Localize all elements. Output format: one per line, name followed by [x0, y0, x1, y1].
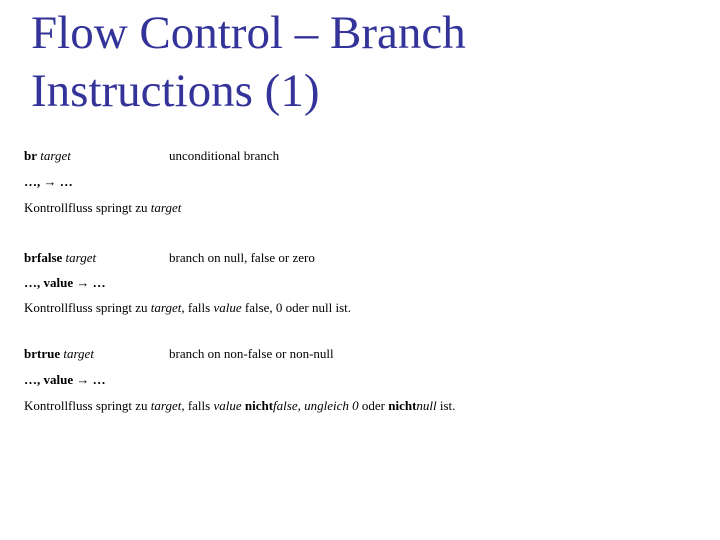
stack-before: …, — [24, 174, 44, 189]
instruction-signature — [24, 346, 94, 362]
mnemonic: brfalse — [24, 250, 63, 265]
explain-text: , falls — [181, 300, 214, 315]
explain-nicht: nicht — [388, 398, 417, 413]
explain-text: oder — [358, 398, 389, 413]
instruction-signature — [24, 148, 71, 164]
instruction-explanation — [24, 398, 455, 414]
mnemonic: br — [24, 148, 37, 163]
operand: target — [40, 148, 71, 163]
title-line-2: Instructions (1) — [31, 65, 320, 117]
instruction-explanation — [24, 300, 351, 316]
explain-target: target — [150, 398, 182, 413]
mnemonic: brtrue — [24, 346, 61, 361]
instruction-description: branch on null, false or zero — [169, 250, 315, 265]
explain-target: target — [150, 300, 182, 315]
operand: target — [63, 346, 94, 361]
stack-after: … — [59, 174, 73, 189]
arrow-icon: → — [76, 275, 90, 290]
stack-transition — [24, 275, 106, 291]
explain-target: target — [150, 200, 182, 215]
stack-before: …, value — [24, 275, 77, 290]
instruction-description: branch on non-false or non-null — [169, 346, 334, 361]
explain-value: value — [213, 398, 242, 413]
stack-after: … — [92, 275, 106, 290]
instruction-signature — [24, 250, 96, 266]
explain-value: value — [213, 300, 242, 315]
explain-text: false, 0 oder null ist. — [241, 300, 352, 315]
explain-null: null — [416, 398, 437, 413]
explain-text: , — [297, 398, 305, 413]
explain-text: Kontrollfluss springt zu — [24, 300, 151, 315]
stack-transition — [24, 372, 106, 388]
explain-text: Kontrollfluss springt zu — [24, 398, 151, 413]
explain-nicht: nicht — [244, 398, 274, 413]
explain-false: false — [273, 398, 298, 413]
explain-text: Kontrollfluss springt zu — [24, 200, 151, 215]
operand: target — [65, 250, 97, 265]
arrow-icon: → — [76, 372, 90, 387]
stack-after: … — [92, 372, 106, 387]
instruction-explanation — [24, 200, 181, 216]
explain-text: ist. — [436, 398, 456, 413]
stack-before: …, value — [24, 372, 77, 387]
explain-text: , falls — [181, 398, 214, 413]
instruction-description: unconditional branch — [169, 148, 280, 163]
slide-title — [31, 4, 466, 120]
arrow-icon: → — [43, 174, 57, 189]
stack-transition — [24, 174, 73, 190]
title-line-1: Flow Control – Branch — [31, 7, 466, 59]
explain-ungleich: ungleich 0 — [304, 398, 359, 413]
